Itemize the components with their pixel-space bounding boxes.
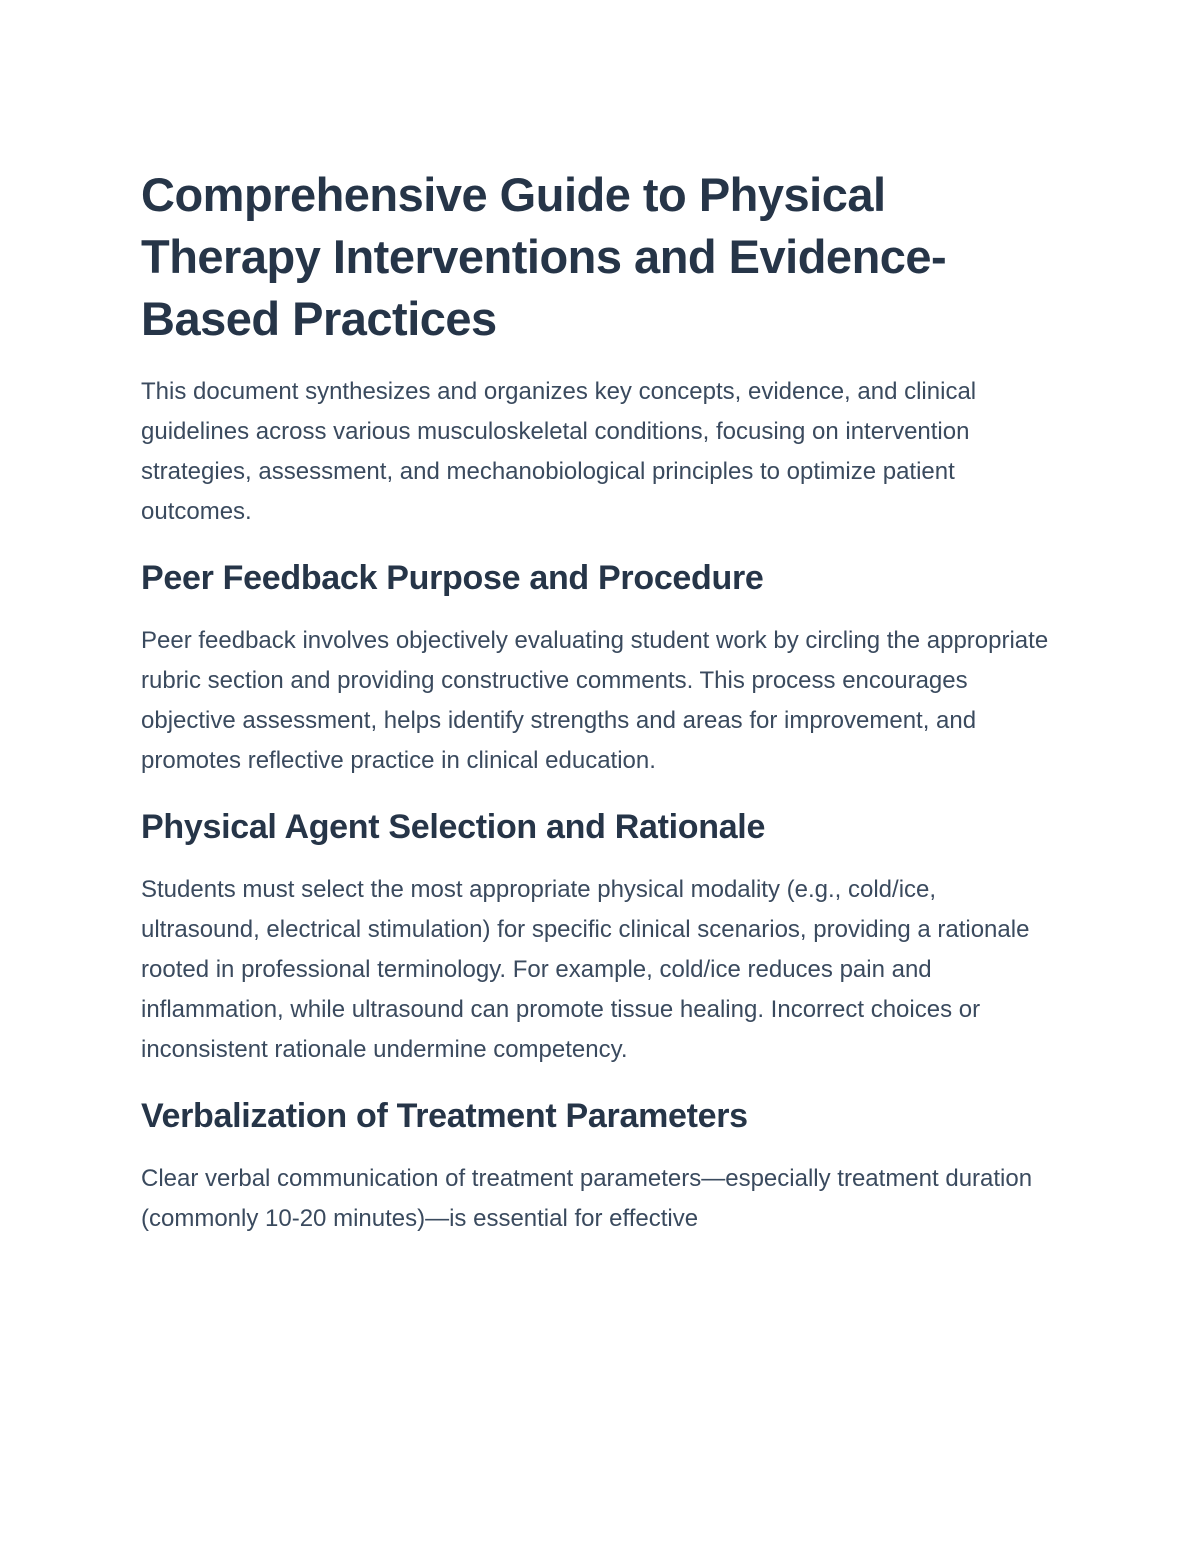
section-paragraph: Students must select the most appropriate physical modality (e.g., cold/ice, ultrasound, electrical stimulation) for specific clinical scenarios, providing a rationale rooted in professional terminology. For example, cold/ice reduces pain and inflammation, while ultrasound can promote tissue healing. Incorrect choices or inconsistent rationale undermine competency.: [141, 876, 1030, 1063]
document-title: Comprehensive Guide to Physical Therapy Interventions and Evidence-Based Practices: [141, 168, 947, 345]
section-verbalization: [141, 1094, 1061, 1239]
intro-paragraph: This document synthesizes and organizes key concepts, evidence, and clinical guidelines across various musculoskeletal conditions, focusing on intervention strategies, assessment, and mechanobiological principles to optimize patient outcomes.: [141, 378, 977, 525]
section-heading: Physical Agent Selection and Rationale: [141, 808, 766, 846]
document-page: [141, 164, 1061, 1239]
section-peer-feedback: [141, 556, 1061, 781]
section-physical-agent: [141, 805, 1061, 1070]
section-paragraph: Peer feedback involves objectively evaluating student work by circling the appropriate rubric section and providing constructive comments. This process encourages objective assessment, helps identify strengths and areas for improvement, and promotes reflective practice in clinical education.: [141, 627, 1049, 774]
section-paragraph: Clear verbal communication of treatment parameters—especially treatment duration (commonly 10-20 minutes)—is essential for effective: [141, 1165, 1033, 1232]
section-heading: Peer Feedback Purpose and Procedure: [141, 559, 764, 597]
section-heading: Verbalization of Treatment Parameters: [141, 1097, 748, 1135]
